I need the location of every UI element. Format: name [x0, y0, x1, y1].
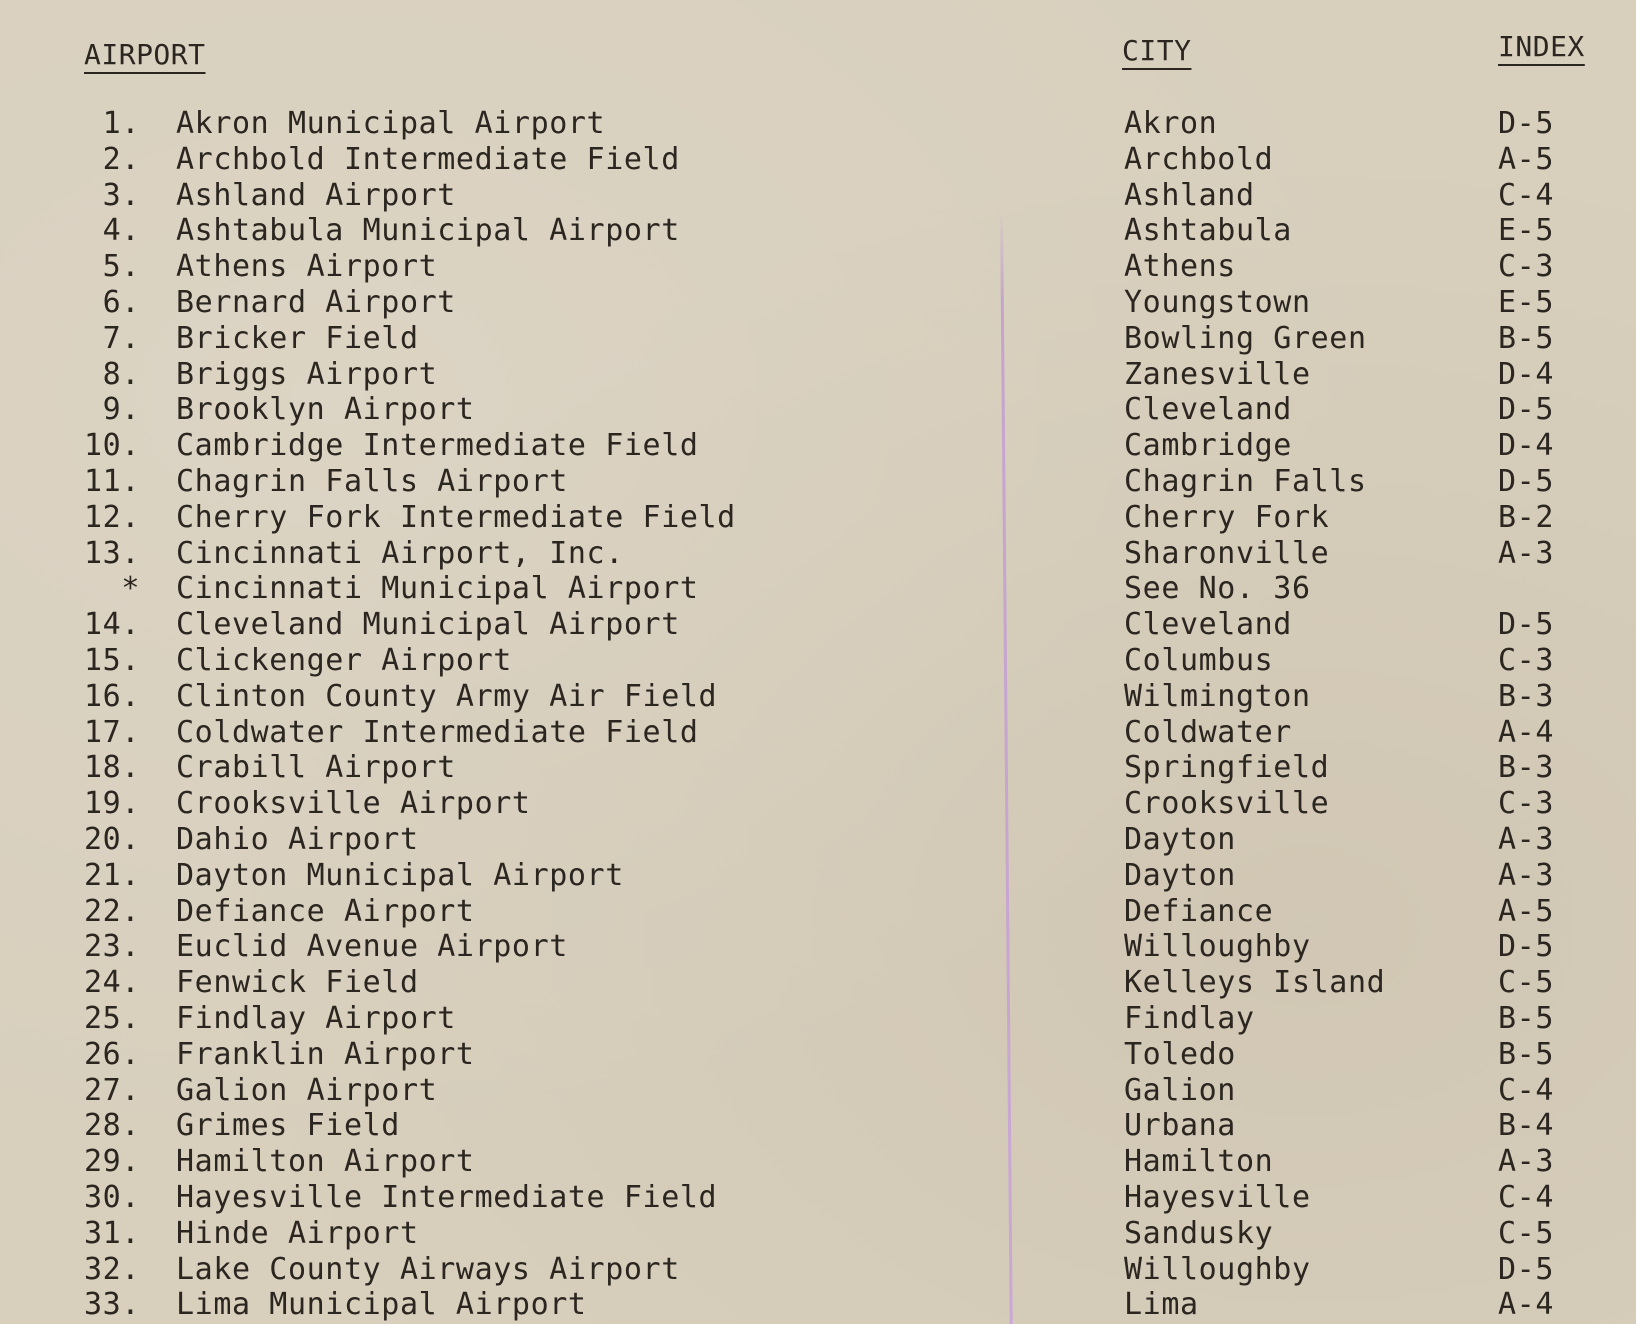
list-item [0, 178, 1636, 214]
city-name: Sandusky [1124, 1215, 1274, 1251]
city-name: Columbus [1124, 642, 1274, 678]
map-index: A-3 [1498, 857, 1554, 893]
map-index: B-4 [1498, 1108, 1554, 1144]
map-index: A-3 [1498, 535, 1554, 571]
city-name: Coldwater [1124, 714, 1292, 750]
list-item [0, 249, 1636, 285]
row-number: 9. [102, 392, 140, 428]
airport-name: Hinde Airport [176, 1215, 419, 1251]
map-index: C-5 [1498, 965, 1554, 1001]
row-number: 3. [102, 177, 140, 213]
city-name: Chagrin Falls [1124, 463, 1367, 499]
row-number: 25. [84, 1000, 140, 1036]
row-number: 15. [84, 642, 140, 678]
airport-name: Archbold Intermediate Field [176, 141, 680, 177]
row-number: 32. [84, 1251, 140, 1287]
list-item [0, 571, 1636, 607]
city-name: Ashland [1124, 177, 1255, 213]
map-index: A-3 [1498, 1144, 1554, 1180]
airport-name: Akron Municipal Airport [176, 106, 606, 141]
city-name: Athens [1124, 249, 1236, 285]
map-index: A-4 [1498, 1287, 1554, 1323]
map-index: D-5 [1498, 1251, 1554, 1287]
map-index: A-4 [1498, 714, 1554, 750]
list-item [0, 536, 1636, 572]
row-number: 23. [84, 929, 140, 965]
list-item [0, 750, 1636, 786]
airport-name: Cambridge Intermediate Field [176, 428, 699, 464]
row-number: 10. [84, 428, 140, 464]
airport-name: Hayesville Intermediate Field [176, 1179, 718, 1215]
city-name: Defiance [1124, 893, 1274, 929]
airport-column-header: AIRPORT [84, 38, 206, 71]
city-name: Willoughby [1124, 929, 1311, 965]
row-number: 19. [84, 786, 140, 822]
list-item [0, 142, 1636, 178]
city-name: Akron [1124, 106, 1218, 141]
list-item [0, 715, 1636, 751]
city-name: Cleveland [1124, 392, 1292, 428]
list-item [0, 894, 1636, 930]
airport-name: Cleveland Municipal Airport [176, 607, 680, 643]
row-number: 16. [84, 678, 140, 714]
list-item [0, 965, 1636, 1001]
city-name: Willoughby [1124, 1251, 1311, 1287]
list-item [0, 822, 1636, 858]
airport-name: Dayton Municipal Airport [176, 857, 624, 893]
airport-name: Coldwater Intermediate Field [176, 714, 699, 750]
airport-name: Galion Airport [176, 1072, 438, 1108]
list-item [0, 679, 1636, 715]
airport-name: Briggs Airport [176, 356, 438, 392]
list-item [0, 1073, 1636, 1109]
row-number: 6. [102, 284, 140, 320]
map-index: E-5 [1498, 284, 1554, 320]
list-item [0, 213, 1636, 249]
airport-name: Euclid Avenue Airport [176, 929, 568, 965]
list-item [0, 464, 1636, 500]
map-index: D-4 [1498, 356, 1554, 392]
city-name: Cleveland [1124, 607, 1292, 643]
map-index: B-5 [1498, 1000, 1554, 1036]
city-name: Wilmington [1124, 678, 1311, 714]
city-name: Toledo [1124, 1036, 1236, 1072]
city-name: Hamilton [1124, 1144, 1274, 1180]
map-index: B-5 [1498, 1036, 1554, 1072]
map-index: C-3 [1498, 249, 1554, 285]
row-number: 1. [102, 106, 140, 141]
list-item [0, 392, 1636, 428]
list-item [0, 428, 1636, 464]
airport-name: Bricker Field [176, 320, 419, 356]
map-index: A-3 [1498, 821, 1554, 857]
city-name: Galion [1124, 1072, 1236, 1108]
airport-name: Lima Municipal Airport [176, 1287, 587, 1323]
row-number: 29. [84, 1144, 140, 1180]
airport-name: Brooklyn Airport [176, 392, 475, 428]
city-name: Urbana [1124, 1108, 1236, 1144]
list-item [0, 1108, 1636, 1144]
city-name: Bowling Green [1124, 320, 1367, 356]
list-item [0, 1216, 1636, 1252]
city-name: Springfield [1124, 750, 1330, 786]
airport-name: Athens Airport [176, 249, 438, 285]
list-item [0, 929, 1636, 965]
city-name: Dayton [1124, 821, 1236, 857]
list-item [0, 1001, 1636, 1037]
city-name: Archbold [1124, 141, 1274, 177]
list-item [0, 1180, 1636, 1216]
airport-name: Lake County Airways Airport [176, 1251, 680, 1287]
airport-name: Findlay Airport [176, 1000, 456, 1036]
city-column-header: CITY [1122, 34, 1192, 67]
map-index: C-5 [1498, 1215, 1554, 1251]
airport-name: Bernard Airport [176, 284, 456, 320]
row-number: 31. [84, 1215, 140, 1251]
row-number: 13. [84, 535, 140, 571]
airport-name: Ashtabula Municipal Airport [176, 213, 680, 249]
city-name: Sharonville [1124, 535, 1330, 571]
row-number: 21. [84, 857, 140, 893]
map-index: C-4 [1498, 177, 1554, 213]
airport-list [0, 106, 1636, 1323]
row-number: 5. [102, 249, 140, 285]
list-item [0, 321, 1636, 357]
city-name: Youngstown [1124, 284, 1311, 320]
airport-name: Crabill Airport [176, 750, 456, 786]
list-item [0, 357, 1636, 393]
row-number: 22. [84, 893, 140, 929]
city-name: See No. 36 [1124, 571, 1311, 607]
row-number: 28. [84, 1108, 140, 1144]
city-name: Findlay [1124, 1000, 1255, 1036]
airport-name: Ashland Airport [176, 177, 456, 213]
map-index: D-5 [1498, 106, 1554, 141]
row-number: 11. [84, 463, 140, 499]
list-item [0, 106, 1636, 142]
map-index: C-4 [1498, 1179, 1554, 1215]
airport-name: Fenwick Field [176, 965, 419, 1001]
row-number: 27. [84, 1072, 140, 1108]
row-number: 8. [102, 356, 140, 392]
row-number: 33. [84, 1287, 140, 1323]
map-index: A-5 [1498, 141, 1554, 177]
airport-name: Cherry Fork Intermediate Field [176, 499, 736, 535]
city-name: Crooksville [1124, 786, 1330, 822]
row-number: 4. [102, 213, 140, 249]
list-item [0, 786, 1636, 822]
city-name: Cambridge [1124, 428, 1292, 464]
airport-name: Cincinnati Municipal Airport [176, 571, 699, 607]
city-name: Cherry Fork [1124, 499, 1330, 535]
list-item [0, 607, 1636, 643]
row-number: 26. [84, 1036, 140, 1072]
map-index: D-5 [1498, 607, 1554, 643]
airport-name: Dahio Airport [176, 821, 419, 857]
map-index: D-5 [1498, 392, 1554, 428]
map-index: C-4 [1498, 1072, 1554, 1108]
map-index: D-4 [1498, 428, 1554, 464]
list-item [0, 643, 1636, 679]
city-name: Kelleys Island [1124, 965, 1386, 1001]
city-name: Hayesville [1124, 1179, 1311, 1215]
city-name: Lima [1124, 1287, 1199, 1323]
map-index: B-2 [1498, 499, 1554, 535]
map-index: A-5 [1498, 893, 1554, 929]
list-item [0, 285, 1636, 321]
row-number: 2. [102, 141, 140, 177]
city-name: Dayton [1124, 857, 1236, 893]
list-item [0, 858, 1636, 894]
row-number: 14. [84, 607, 140, 643]
airport-name: Cincinnati Airport, Inc. [176, 535, 624, 571]
airport-name: Hamilton Airport [176, 1144, 475, 1180]
row-number: 18. [84, 750, 140, 786]
airport-name: Defiance Airport [176, 893, 475, 929]
map-index: D-5 [1498, 463, 1554, 499]
row-number: 12. [84, 499, 140, 535]
row-number: 7. [102, 320, 140, 356]
airport-name: Grimes Field [176, 1108, 400, 1144]
airport-name: Clickenger Airport [176, 642, 512, 678]
airport-name: Crooksville Airport [176, 786, 531, 822]
city-name: Zanesville [1124, 356, 1311, 392]
map-index: D-5 [1498, 929, 1554, 965]
airport-name: Clinton County Army Air Field [176, 678, 718, 714]
map-index: B-3 [1498, 750, 1554, 786]
map-index: C-3 [1498, 786, 1554, 822]
map-index: B-5 [1498, 320, 1554, 356]
list-item [0, 500, 1636, 536]
airport-name: Chagrin Falls Airport [176, 463, 568, 499]
airport-name: Franklin Airport [176, 1036, 475, 1072]
list-item [0, 1144, 1636, 1180]
row-number: 20. [84, 821, 140, 857]
map-index: C-3 [1498, 642, 1554, 678]
row-number: 24. [84, 965, 140, 1001]
row-number: 17. [84, 714, 140, 750]
map-index: B-3 [1498, 678, 1554, 714]
index-column-header: INDEX [1498, 30, 1585, 63]
row-number: * [121, 571, 140, 607]
city-name: Ashtabula [1124, 213, 1292, 249]
list-item [0, 1287, 1636, 1323]
row-number: 30. [84, 1179, 140, 1215]
map-index: E-5 [1498, 213, 1554, 249]
list-item [0, 1252, 1636, 1288]
list-item [0, 1037, 1636, 1073]
